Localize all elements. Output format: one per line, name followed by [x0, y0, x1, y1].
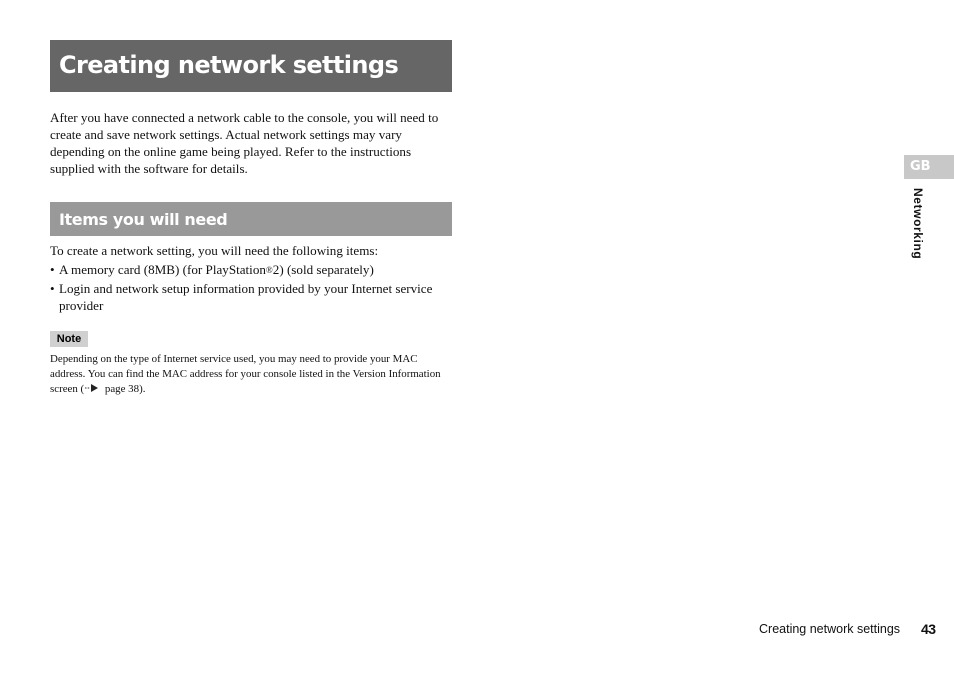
page-title: Creating network settings [59, 51, 399, 79]
list-item-text-end: 2) (sold separately) [272, 262, 374, 277]
page-number: 43 [921, 621, 936, 637]
page-title-bar [50, 40, 452, 92]
bullet-marker: • [50, 262, 55, 277]
section-heading-bar [50, 202, 452, 236]
page-reference-arrow-icon [84, 383, 102, 398]
note-text-start: Depending on the type of Internet service used, you may need to provide your MAC address. You can find the MAC address for your console listed in the Version Information screen ( [50, 353, 441, 395]
note-text [50, 352, 454, 398]
list-item [50, 261, 454, 279]
note-label: Note [50, 331, 88, 347]
intro-paragraph: After you have connected a network cable to the console, you will need to create and save network settings. Actual network settings may vary depending on the online game being played. Refer to the instructions supplied with the software for details. [50, 110, 439, 176]
footer-running-title: Creating network settings [759, 622, 901, 636]
note-text-end: page 38). [102, 383, 146, 395]
registered-mark: ® [265, 265, 273, 275]
bullet-marker: • [50, 281, 55, 296]
items-intro: To create a network setting, you will need the following items: [50, 243, 379, 258]
items-list [50, 261, 454, 315]
list-item-text: Login and network setup information provided by your Internet service provider [59, 281, 433, 313]
list-item-text: A memory card (8MB) (for PlayStation [59, 262, 266, 277]
section-heading: Items you will need [59, 209, 228, 229]
list-item [50, 280, 454, 314]
section-side-label: Networking [911, 188, 925, 260]
region-tab: GB [904, 155, 954, 179]
